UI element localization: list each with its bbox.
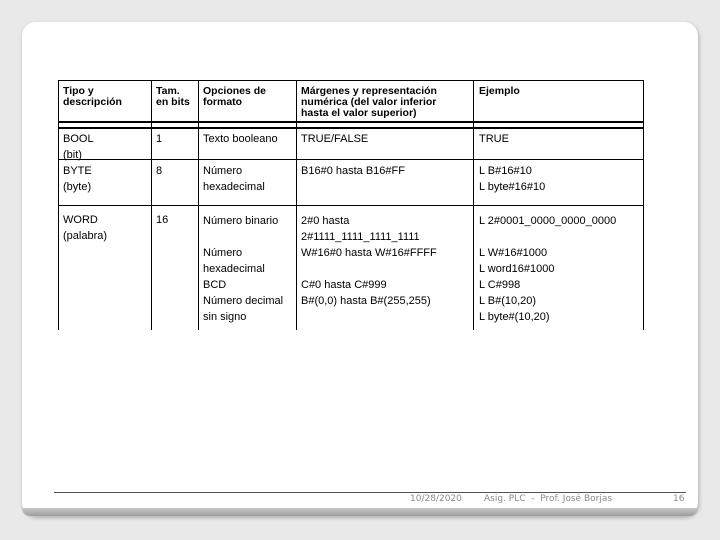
header-ejemplo: Ejemplo	[479, 85, 520, 97]
cell-tipo: BOOL (bit)	[63, 133, 94, 161]
cell-opciones: Texto booleano	[203, 133, 278, 145]
row-divider	[58, 159, 644, 160]
cell-opciones: Número binario Número hexadecimal BCD Número decimal sin signo	[203, 215, 284, 323]
cell-margenes: TRUE/FALSE	[301, 133, 369, 145]
header-tam: Tam. en bits	[156, 85, 190, 108]
cell-ejemplo: L 2#0001_0000_0000_0000 L W#16#1000 L word16#1000 L C#998 L B#(10,20) L byte#(10,20)	[479, 215, 617, 323]
cell-tam: 1	[156, 133, 163, 145]
row-divider	[58, 205, 644, 206]
data-types-table	[58, 80, 644, 330]
header-divider	[58, 127, 644, 129]
header-opciones: Opciones de formato	[203, 85, 267, 108]
footer-divider	[54, 492, 686, 493]
slide-bottom-bar	[22, 508, 698, 516]
cell-ejemplo: L B#16#10 L byte#16#10	[479, 165, 546, 193]
footer-course: Asig. PLC - Prof. José Borjas	[484, 494, 613, 504]
header-divider	[58, 121, 644, 123]
footer-page-number: 16	[673, 494, 685, 504]
cell-tam: 8	[156, 165, 163, 177]
cell-ejemplo: TRUE	[479, 133, 509, 145]
header-tipo: Tipo y descripción	[63, 85, 122, 108]
cell-tipo: BYTE (byte)	[63, 165, 92, 193]
cell-tam: 16	[156, 214, 169, 226]
cell-opciones: Número hexadecimal	[203, 165, 265, 193]
cell-margenes: 2#0 hasta 2#1111_1111_1111_1111 W#16#0 hasta W#16#FFFF C#0 hasta C#999 B#(0,0) hasta B#(255,255)	[301, 215, 437, 307]
cell-margenes: B16#0 hasta B16#FF	[301, 165, 405, 177]
cell-tipo: WORD (palabra)	[63, 214, 108, 242]
header-margenes: Márgenes y representación numérica (del valor inferior hasta el valor superior)	[301, 85, 437, 119]
table-border-top	[58, 80, 644, 81]
footer-date: 10/28/2020	[410, 494, 462, 504]
